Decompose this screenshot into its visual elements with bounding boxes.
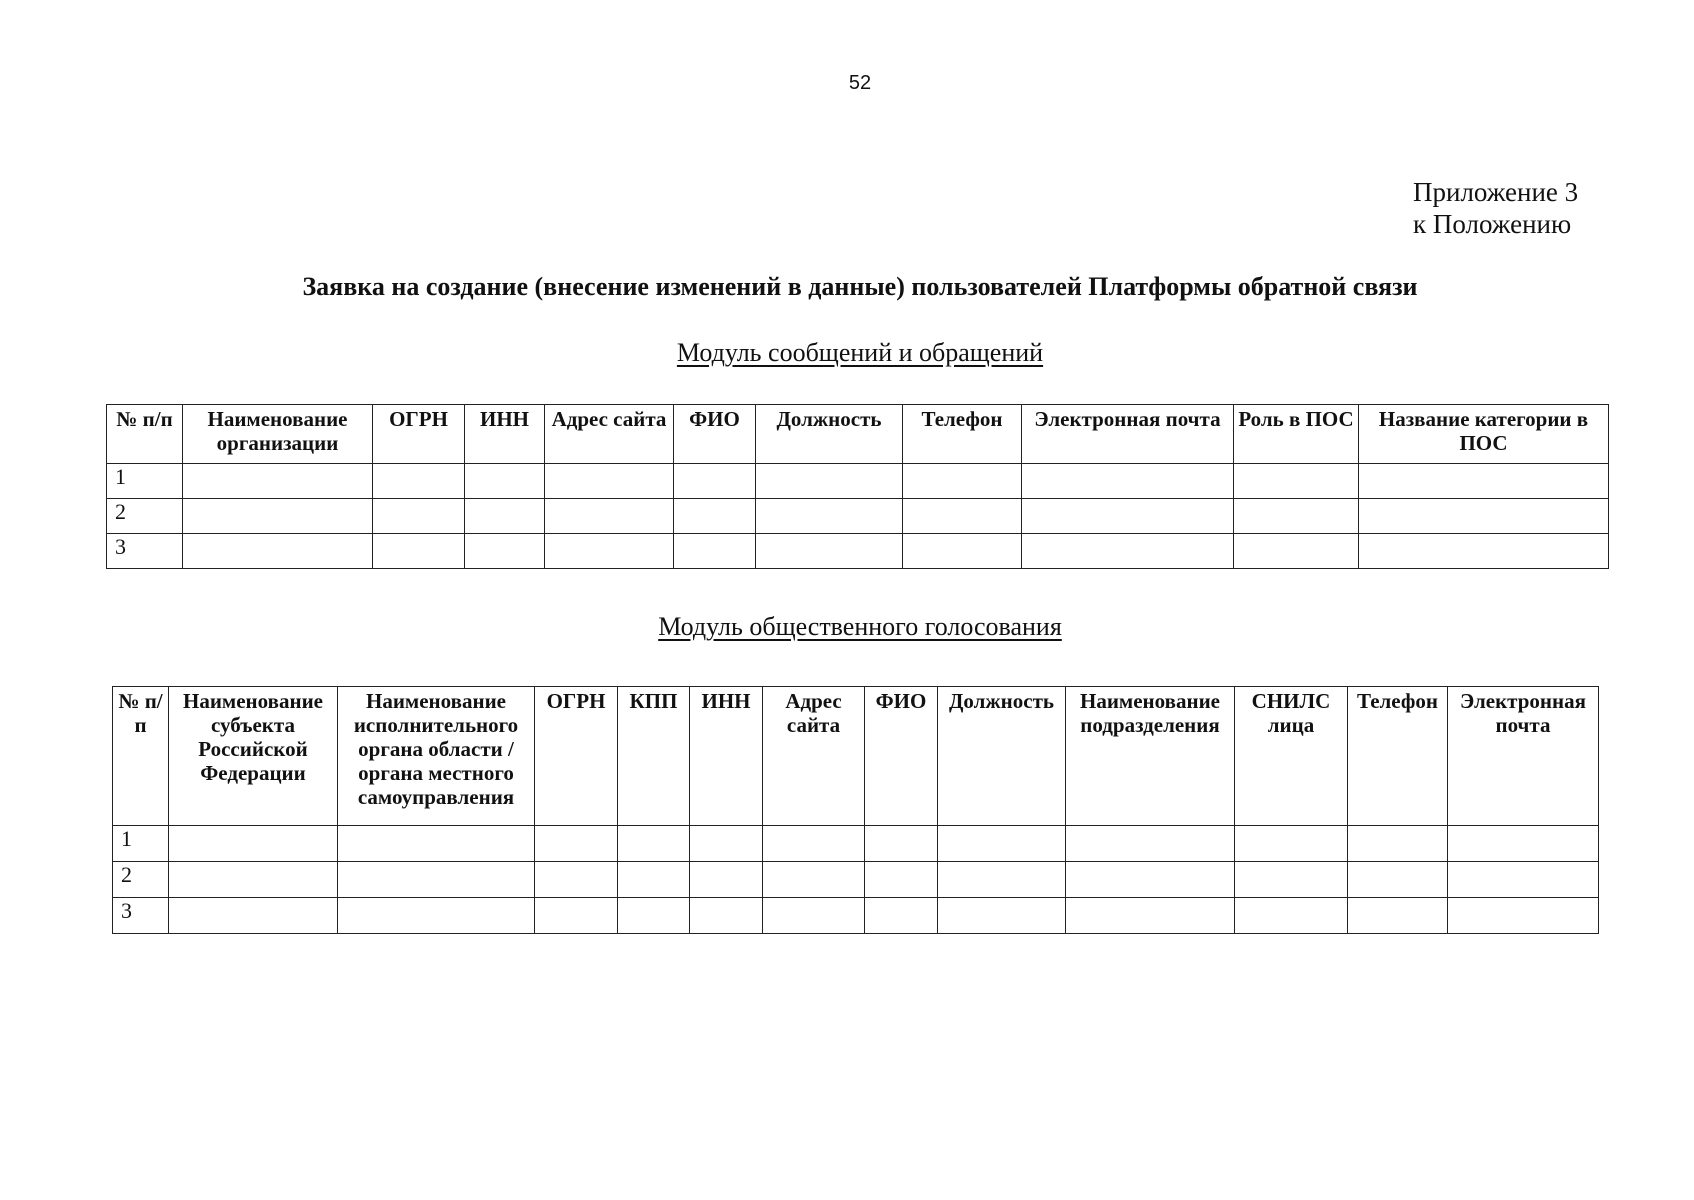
appendix-line-2: к Положению <box>1413 209 1572 239</box>
module2-col-kpp: КПП <box>618 687 690 826</box>
table-row <box>113 898 1599 934</box>
module1-heading: Модуль сообщений и обращений <box>676 338 1044 367</box>
module2-col-email: Электронная почта <box>1448 687 1599 826</box>
module2-col-ogrn: ОГРН <box>535 687 618 826</box>
module1-col-website: Адрес сайта <box>545 405 674 464</box>
module1-col-phone: Телефон <box>903 405 1022 464</box>
module1-col-fio: ФИО <box>674 405 756 464</box>
module2-header-row <box>113 687 1599 826</box>
module2-col-number: № п/п <box>113 687 169 826</box>
module1-col-email: Электронная почта <box>1022 405 1234 464</box>
module2-col-fio: ФИО <box>865 687 938 826</box>
module2-table <box>112 686 1599 934</box>
table-row <box>113 862 1599 898</box>
row-number: 1 <box>113 826 169 862</box>
module2-col-snils: СНИЛС лица <box>1235 687 1348 826</box>
table-row <box>107 499 1609 534</box>
module2-col-department: Наименование подразделения <box>1066 687 1235 826</box>
module1-table <box>106 404 1609 569</box>
table-row <box>107 464 1609 499</box>
row-number: 3 <box>107 534 183 569</box>
row-number: 2 <box>107 499 183 534</box>
row-number: 1 <box>107 464 183 499</box>
table-row <box>113 826 1599 862</box>
page-number: 52 <box>848 72 872 94</box>
row-number: 2 <box>113 862 169 898</box>
module2-col-subject: Наименование субъекта Российской Федерации <box>169 687 338 826</box>
module2-col-inn: ИНН <box>690 687 763 826</box>
module1-header-row <box>107 405 1609 464</box>
module1-col-number: № п/п <box>107 405 183 464</box>
module1-col-ogrn: ОГРН <box>373 405 465 464</box>
table-row <box>107 534 1609 569</box>
appendix-line-1: Приложение 3 <box>1413 177 1579 207</box>
module2-col-authority: Наименование исполнительного органа области / органа местного самоуправления <box>338 687 535 826</box>
module2-col-phone: Телефон <box>1348 687 1448 826</box>
row-number: 3 <box>113 898 169 934</box>
module1-col-inn: ИНН <box>465 405 545 464</box>
module1-col-role: Роль в ПОС <box>1234 405 1359 464</box>
document-title: Заявка на создание (внесение изменений в данные) пользователей Платформы обратной связи <box>302 272 1418 301</box>
module1-col-organization: Наименование организации <box>183 405 373 464</box>
module2-col-position: Должность <box>938 687 1066 826</box>
module1-col-category: Название категории в ПОС <box>1359 405 1609 464</box>
appendix-note <box>1413 176 1578 240</box>
module2-heading: Модуль общественного голосования <box>658 612 1062 641</box>
module2-col-website: Адрес сайта <box>763 687 865 826</box>
module1-col-position: Должность <box>756 405 903 464</box>
